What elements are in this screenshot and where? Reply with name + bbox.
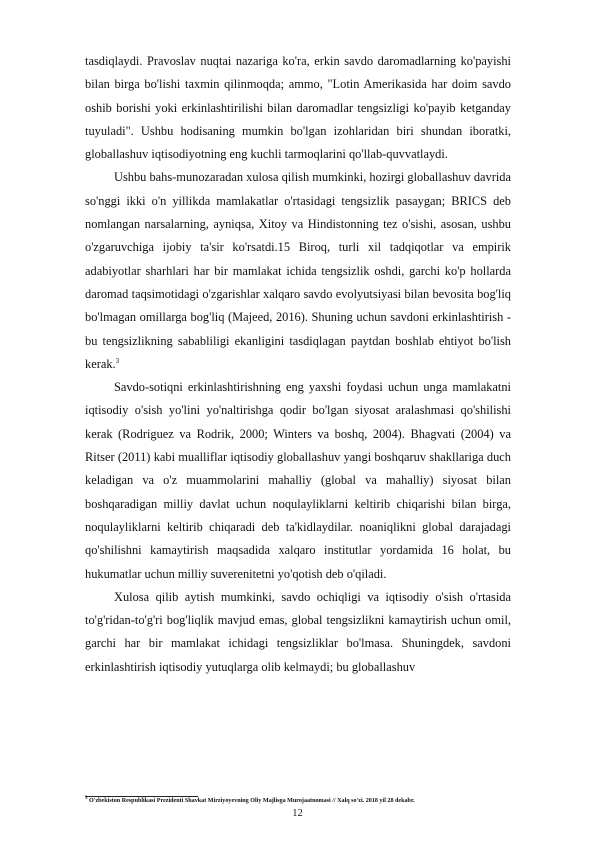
paragraph-3: Savdo-sotiqni erkinlashtirishning eng yaxshi foydasi uchun unga mamlakatni iqtisodiy o'sish yo'lini yo'naltirishga qodir bo'lgan siyosat aralashmasi qo'shilishi kerak (Rodriguez va Rodrik, 2000; Winters va boshq, 2004). Bhagvati (2004) va Ritser (2011) kabi mualliflar iqtisodiy globallashuv yangi boshqaruv shakllariga duch keladigan va o'z muammolarini mahalliy (global va mahalliy) siyosat bilan boshqaradigan milliy davlat uchun noqulayliklarni keltirib chiqarishi bilan birga, noqulayliklarni keltirib chiqaradi deb ta'kidlaydilar. noaniqlikni global darajadagi qo'shilishni kamaytirish maqsadida xalqaro institutlar yordamida 16 holat, bu hukumatlar uchun milliy suverenitetni yo'qotish deb o'qiladi. [85, 380, 511, 581]
footnote-mark: 3 [85, 795, 88, 801]
page-body [85, 50, 511, 679]
paragraph-2 [85, 166, 511, 376]
footnote [85, 797, 511, 806]
paragraph-1: tasdiqlaydi. Pravoslav nuqtai nazariga ko'ra, erkin savdo daromadlarning ko'payishi bilan birga bo'lishi taxmin qilinmoqda; ammo, "Lotin Amerikasida har doim savdo oshib borishi yoki erkinlashtirilishi bilan daromadlar tengsizligi ko'payib ketganday tuyuladi". Ushbu hodisaning mumkin bo'lgan izohlaridan biri shundan iboratki, globallashuv iqtisodiyotning eng kuchli tarmoqlarini qo'llab-quvvatlaydi. [85, 54, 511, 162]
footnote-reference[interactable]: 3 [115, 356, 120, 365]
paragraph-2-text: Ushbu bahs-munozaradan xulosa qilish mumkinki, hozirgi globallashuv davrida so'nggi ikki o'n yillikda mamlakatlar o'rtasidagi tengsizlik pasaygan; BRICS deb nomlangan narsalarning, ayniqsa, Xitoy va Hindistonning tez o'sishi, asosan, ushbu o'zgaruvchiga ijobiy ta'sir ko'rsatdi.15 Biroq, turli xil tadqiqotlar va empirik adabiyotlar sharhlari har bir mamlakat ichida tengsizlik oshdi, garchi ko'p hollarda daromad taqsimotidagi o'zgarishlar xalqaro savdo evolyutsiyasi bilan bevosita bog'liq bo'lmagan omillarga bog'liq (Majeed, 2016). Shuning uchun savdoni erkinlashtirish - bu tengsizlikning sababliligi ekanligini tasdiqlagan paytdan boshlab ehtiyot bo'lish kerak. [85, 170, 511, 371]
page-number: 12 [292, 808, 303, 819]
paragraph-4: Xulosa qilib aytish mumkinki, savdo ochiqligi va iqtisodiy o'sish o'rtasida to'g'ridan-to'g'ri bog'liqlik mavjud emas, global tengsizlikni kamaytirish uchun omil, garchi har bir mamlakat ichidagi tengsizliklar bo'lmasa. Shuningdek, savdoni erkinlashtirish iqtisodiy yutuqlarga olib kelmaydi; bu globallashuv [85, 589, 511, 674]
footnote-text: O'zbekiston Respublikasi Prezidenti Shavkat Mirziyoyevning Oliy Majlisga Murojaatnomasi // Xalq so'zi. 2018 yil 28 dekabr. [87, 798, 415, 804]
